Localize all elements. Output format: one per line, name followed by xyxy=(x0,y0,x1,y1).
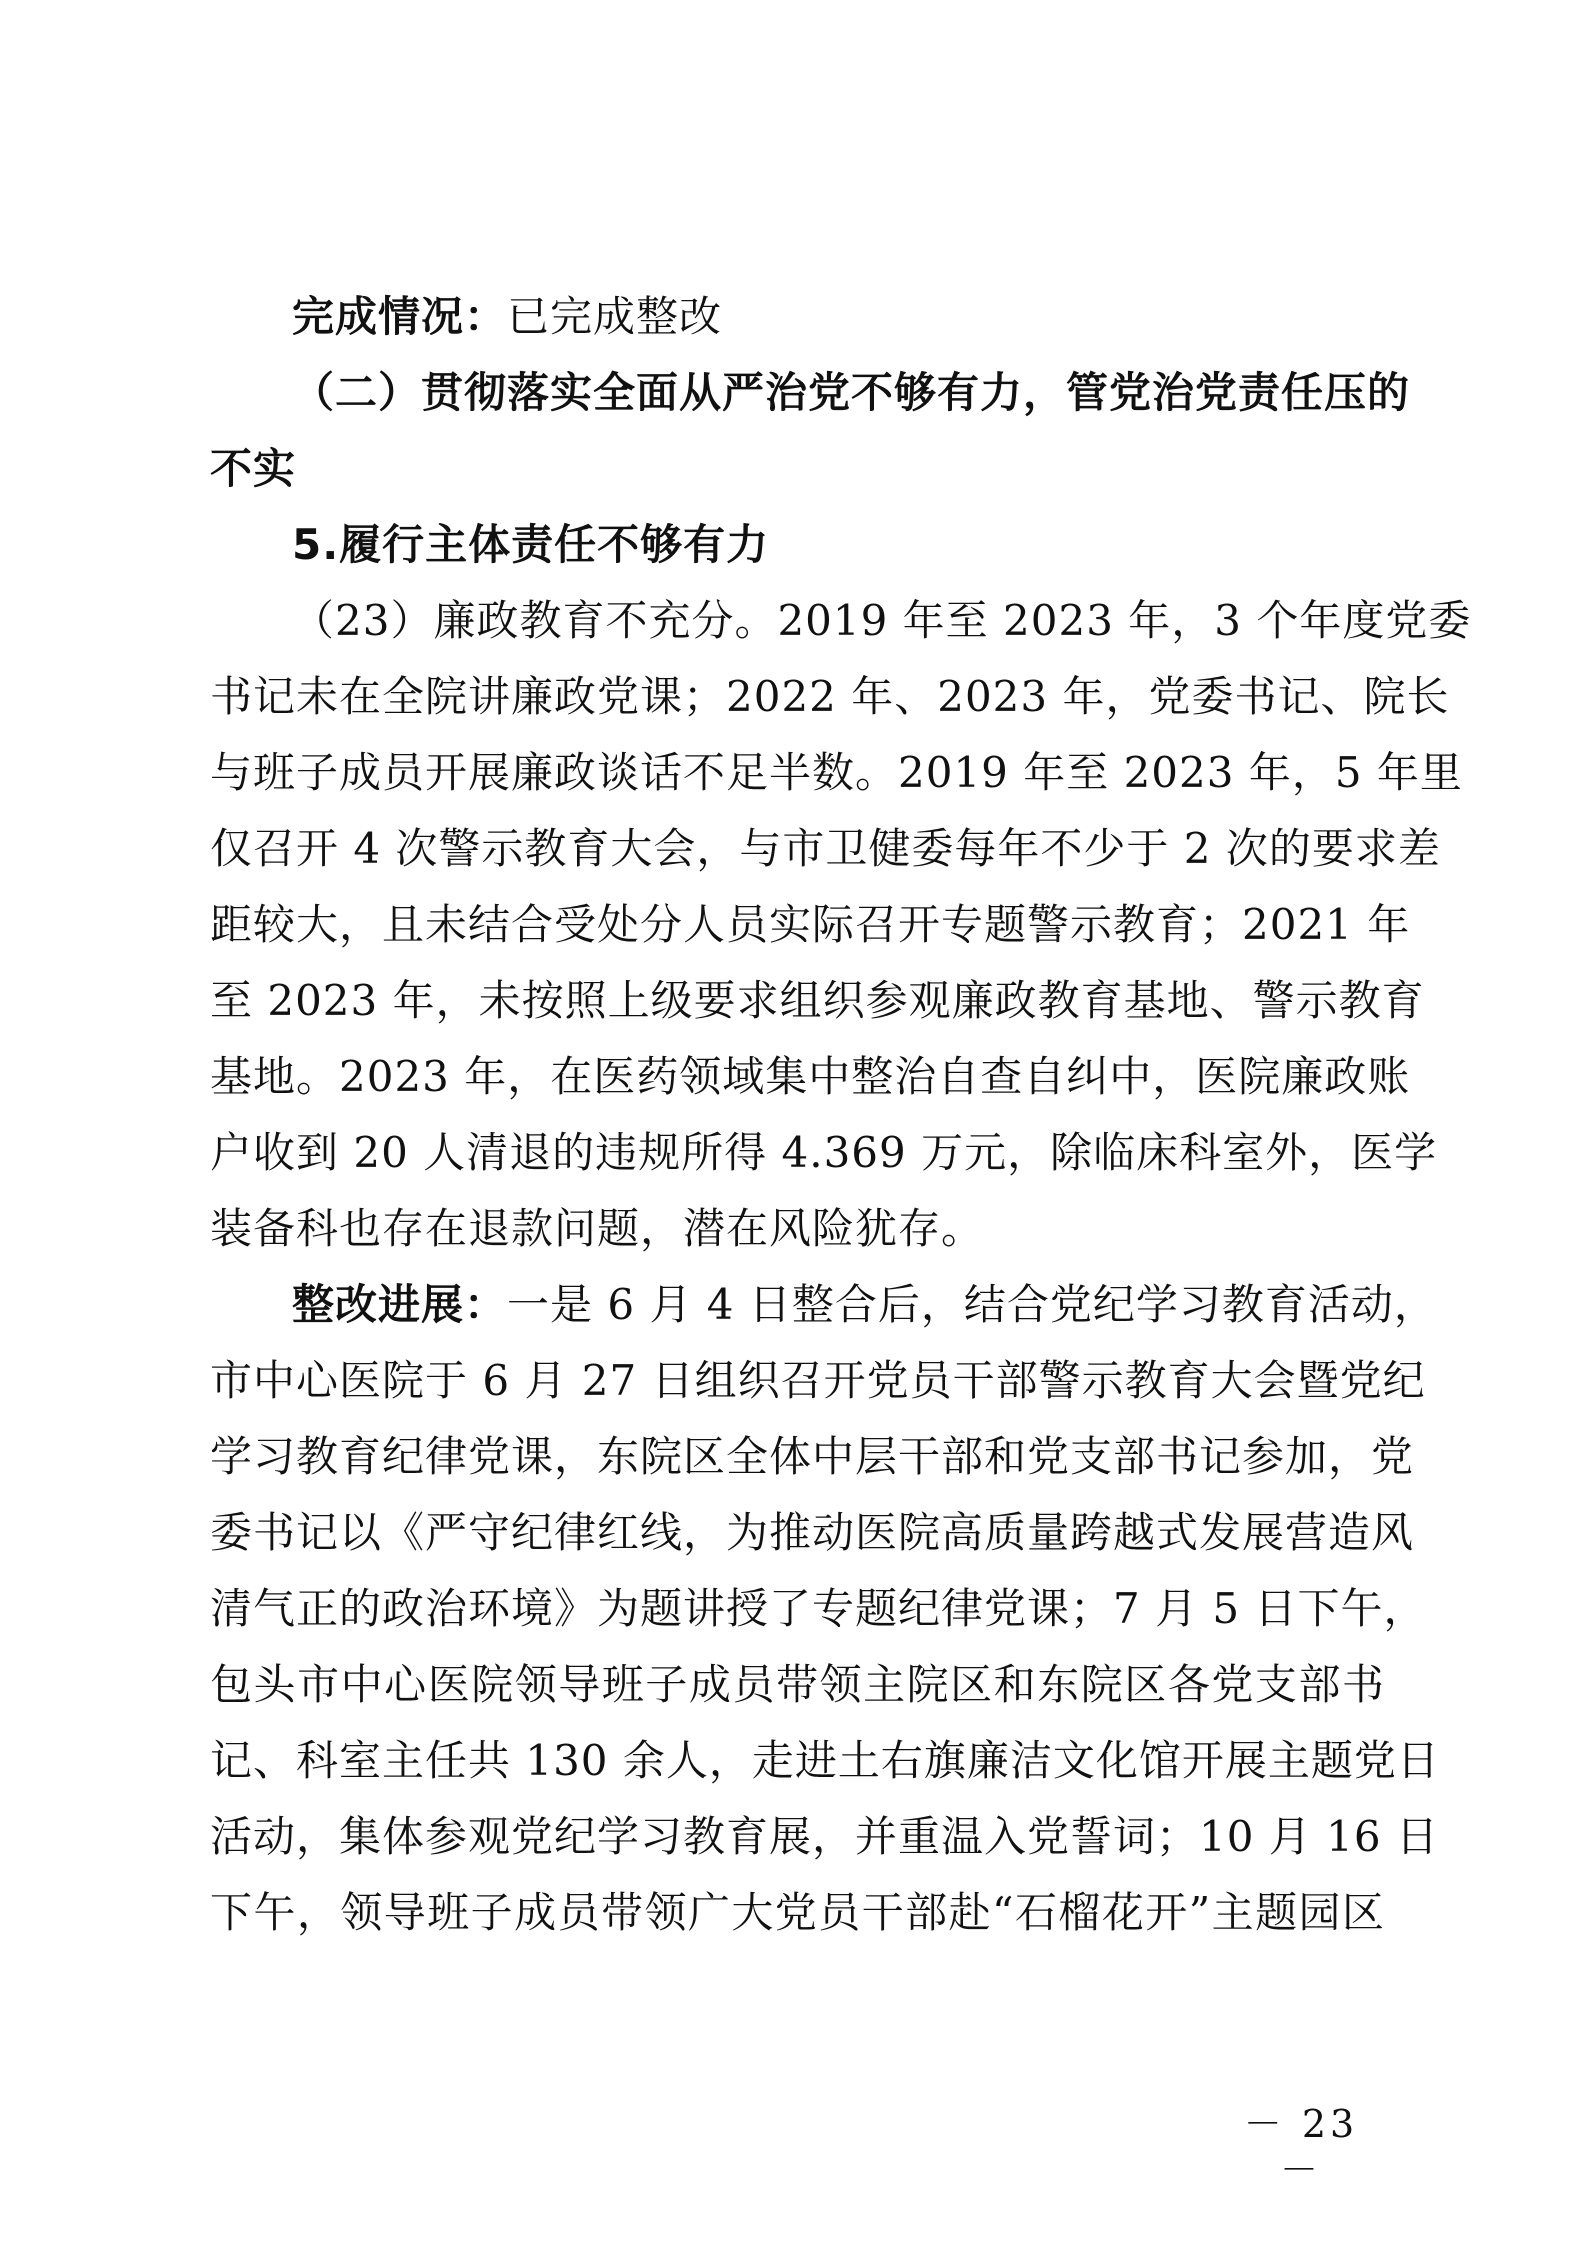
progress-line: 市中心医院于 6 月 27 日组织召开党员干部警示教育大会暨党纪 xyxy=(210,1356,1426,1405)
issue-line: 距较大，且未结合受处分人员实际召开专题警示教育；2021 年 xyxy=(210,900,1411,949)
progress-line: 清气正的政治环境》为题讲授了专题纪律党课；7 月 5 日下午， xyxy=(210,1584,1427,1633)
subheading: 5.履行主体责任不够有力 xyxy=(292,520,770,569)
progress-line: 学习教育纪律党课，东院区全体中层干部和党支部书记参加，党 xyxy=(210,1432,1415,1481)
issue-line: 仅召开 4 次警示教育大会，与市卫健委每年不少于 2 次的要求差 xyxy=(210,824,1441,873)
progress-line: 记、科室主任共 130 余人，走进土右旗廉洁文化馆开展主题党日 xyxy=(210,1736,1440,1785)
section-heading-line-1: （二）贯彻落实全面从严治党不够有力，管党治党责任压的 xyxy=(292,368,1411,417)
issue-line: （23）廉政教育不充分。2019 年至 2023 年，3 个年度党委 xyxy=(292,596,1472,645)
progress-label: 整改进展： xyxy=(292,1280,508,1329)
issue-line: 与班子成员开展廉政谈话不足半数。2019 年至 2023 年，5 年里 xyxy=(210,748,1463,797)
issue-line: 装备科也存在退款问题，潜在风险犹存。 xyxy=(210,1204,985,1253)
completion-status xyxy=(292,290,1385,344)
progress-line: 活动，集体参观党纪学习教育展，并重温入党誓词；10 月 16 日 xyxy=(210,1812,1439,1861)
progress-first-line xyxy=(292,1278,1437,1332)
completion-label: 完成情况： xyxy=(292,292,508,341)
issue-line: 基地。2023 年，在医药领域集中整治自查自纠中，医院廉政账 xyxy=(210,1052,1411,1101)
issue-line: 书记未在全院讲廉政党课；2022 年、2023 年，党委书记、院长 xyxy=(210,672,1450,721)
progress-line: 下午，领导班子成员带领广大党员干部赴“石榴花开”主题园区 xyxy=(210,1888,1385,1937)
issue-line: 户收到 20 人清退的违规所得 4.369 万元，除临床科室外，医学 xyxy=(210,1128,1438,1177)
page-number: － 23 － xyxy=(1243,2102,1359,2192)
section-heading-line-2: 不实 xyxy=(210,444,297,493)
issue-line: 至 2023 年，未按照上级要求组织参观廉政教育基地、警示教育 xyxy=(210,976,1425,1025)
progress-line: 委书记以《严守纪律红线，为推动医院高质量跨越式发展营造风 xyxy=(210,1508,1415,1557)
progress-line: 包头市中心医院领导班子成员带领主院区和东院区各党支部书 xyxy=(210,1660,1385,1709)
completion-value: 已完成整改 xyxy=(507,292,723,341)
progress-first-text: 一是 6 月 4 日整合后，结合党纪学习教育活动， xyxy=(507,1280,1437,1329)
